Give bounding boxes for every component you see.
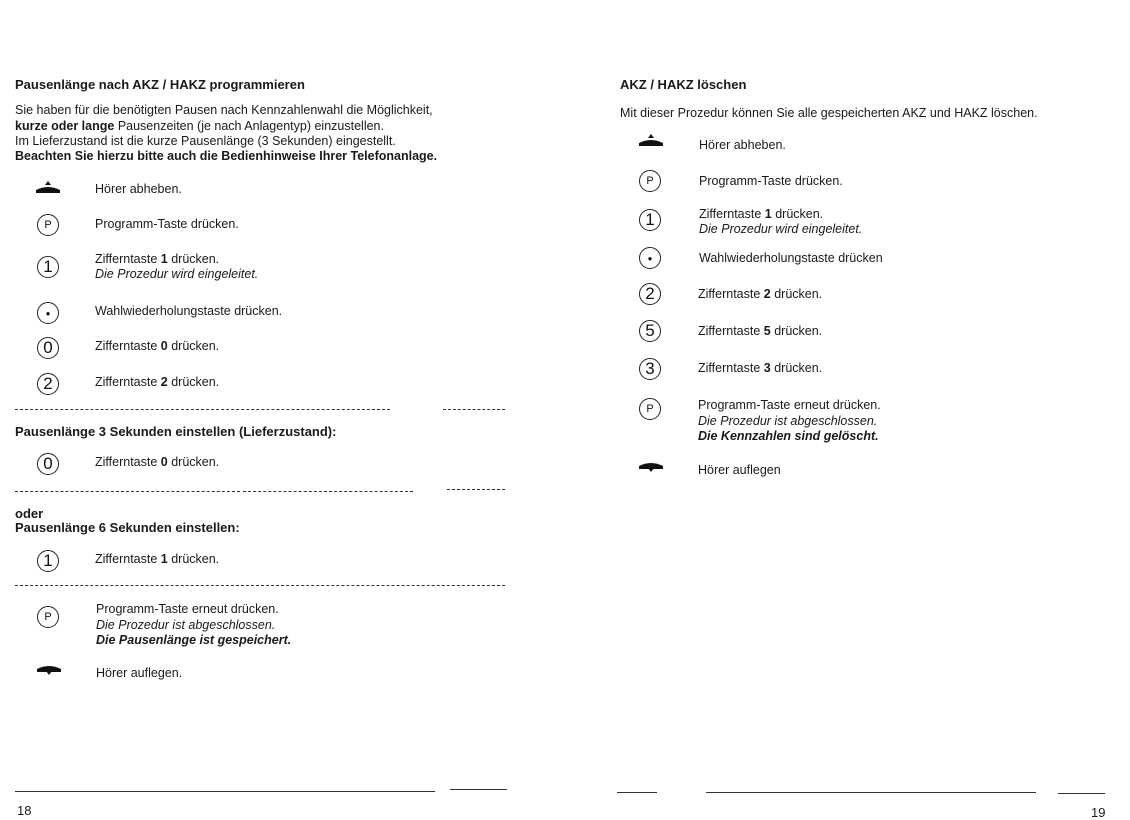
left-sub1-step-text: [95, 455, 219, 470]
right-heading: AKZ / HAKZ löschen: [620, 77, 747, 92]
left-sub2-step-text: [95, 552, 219, 567]
right-step7-post: drücken.: [770, 361, 823, 375]
digit-1-key-icon: 1: [639, 209, 661, 231]
left-step3-pre: Zifferntaste: [95, 252, 161, 266]
right-step7-pre: Zifferntaste: [698, 361, 764, 375]
left-intro-line3: Im Lieferzustand ist die kurze Pausenlänge (3 Sekunden) eingestellt.: [15, 134, 396, 148]
right-step5-bold: 2: [763, 287, 771, 301]
right-step7-text: [698, 361, 822, 376]
left-step3-text: [95, 252, 219, 267]
digit-0-key-icon: 0: [37, 453, 59, 475]
left-sub1-bold: 0: [160, 455, 168, 469]
divider: [15, 409, 390, 410]
divider: [243, 491, 413, 492]
right-step2-text: Programm-Taste drücken.: [699, 174, 843, 188]
left-step6-post: drücken.: [167, 375, 220, 389]
left-step5-pre: Zifferntaste: [95, 339, 161, 353]
divider: [447, 489, 505, 490]
handset-lift-icon: [638, 133, 664, 147]
page-number-right: 19: [1091, 805, 1106, 820]
left-step6-text: [95, 375, 219, 390]
digit-2-key-icon: 2: [639, 283, 661, 305]
right-step5-post: drücken.: [770, 287, 823, 301]
left-step6-pre: Zifferntaste: [95, 375, 161, 389]
left-oder: oder: [15, 506, 44, 521]
footer-rule: [617, 792, 657, 793]
left-step6-bold: 2: [160, 375, 168, 389]
left-step3-post: drücken.: [167, 252, 220, 266]
right-step6-bold: 5: [763, 324, 771, 338]
right-step5-pre: Zifferntaste: [698, 287, 764, 301]
right-step6-pre: Zifferntaste: [698, 324, 764, 338]
left-sub1-heading: Pausenlänge 3 Sekunden einstellen (Lieferzustand):: [15, 424, 337, 439]
digit-3-key-icon: 3: [639, 358, 661, 380]
footer-rule: [15, 791, 435, 792]
page-number-left: 18: [17, 803, 32, 818]
left-step3-bold: 1: [160, 252, 168, 266]
right-step3-note: Die Prozedur wird eingeleitet.: [699, 222, 863, 236]
left-step3-note: Die Prozedur wird eingeleitet.: [95, 267, 259, 281]
left-sub2-post: drücken.: [167, 552, 220, 566]
left-step5-post: drücken.: [167, 339, 220, 353]
right-step3-bold: 1: [764, 207, 772, 221]
left-step4-text: Wahlwiederholungstaste drücken.: [95, 304, 283, 318]
divider: [443, 409, 505, 410]
left-intro-line4: Beachten Sie hierzu bitte auch die Bedienhinweise Ihrer Telefonanlage.: [15, 149, 438, 163]
left-hangup-text: Hörer auflegen.: [96, 666, 183, 680]
p-key-icon: P: [37, 214, 59, 236]
redial-key-icon: ●: [37, 302, 59, 324]
footer-rule: [1058, 793, 1105, 794]
left-final-note: Die Prozedur ist abgeschlossen.: [96, 618, 276, 632]
digit-5-key-icon: 5: [639, 320, 661, 342]
right-intro: Mit dieser Prozedur können Sie alle gespeicherten AKZ und HAKZ löschen.: [620, 106, 1038, 120]
left-sub1-post: drücken.: [167, 455, 220, 469]
left-step1-text: Hörer abheben.: [95, 182, 182, 196]
handset-hangup-icon: [36, 662, 62, 676]
left-intro-line2: [15, 119, 384, 134]
right-step3-post: drücken.: [771, 207, 824, 221]
left-sub2-bold: 1: [160, 552, 168, 566]
right-step7-bold: 3: [763, 361, 771, 375]
right-step8-note: Die Prozedur ist abgeschlossen.: [698, 414, 878, 428]
right-step6-text: [698, 324, 822, 339]
footer-rule: [706, 792, 1036, 793]
right-step3-pre: Zifferntaste: [699, 207, 765, 221]
digit-2-key-icon: 2: [37, 373, 59, 395]
right-step3-text: [699, 207, 823, 222]
divider: [15, 585, 505, 586]
handset-lift-icon: [35, 180, 61, 194]
left-sub2-pre: Zifferntaste: [95, 552, 161, 566]
footer-rule: [450, 789, 507, 790]
handset-hangup-icon: [638, 459, 664, 473]
right-step4-text: Wahlwiederholungstaste drücken: [699, 251, 883, 265]
redial-key-icon: ●: [639, 247, 661, 269]
p-key-icon: P: [639, 170, 661, 192]
right-step6-post: drücken.: [770, 324, 823, 338]
right-step8-note-bold: Die Kennzahlen sind gelöscht.: [698, 429, 879, 443]
digit-0-key-icon: 0: [37, 337, 59, 359]
divider: [15, 491, 240, 492]
p-key-icon: P: [37, 606, 59, 628]
left-intro-rest: Pausenzeiten (je nach Anlagentyp) einzustellen.: [114, 119, 384, 133]
right-step8-text: Programm-Taste erneut drücken.: [698, 398, 881, 412]
left-step5-bold: 0: [160, 339, 168, 353]
left-sub1-pre: Zifferntaste: [95, 455, 161, 469]
right-hangup-text: Hörer auflegen: [698, 463, 781, 477]
left-heading: Pausenlänge nach AKZ / HAKZ programmieren: [15, 77, 305, 92]
digit-1-key-icon: 1: [37, 256, 59, 278]
left-step5-text: [95, 339, 219, 354]
digit-1-key-icon: 1: [37, 550, 59, 572]
left-final-text: Programm-Taste erneut drücken.: [96, 602, 279, 616]
right-step5-text: [698, 287, 822, 302]
left-intro-line1: Sie haben für die benötigten Pausen nach Kennzahlenwahl die Möglichkeit,: [15, 103, 433, 117]
left-final-note-bold: Die Pausenlänge ist gespeichert.: [96, 633, 292, 647]
left-intro-bold: kurze oder lange: [15, 119, 115, 133]
p-key-icon: P: [639, 398, 661, 420]
right-step1-text: Hörer abheben.: [699, 138, 786, 152]
left-step2-text: Programm-Taste drücken.: [95, 217, 239, 231]
left-sub2-heading: Pausenlänge 6 Sekunden einstellen:: [15, 520, 240, 535]
